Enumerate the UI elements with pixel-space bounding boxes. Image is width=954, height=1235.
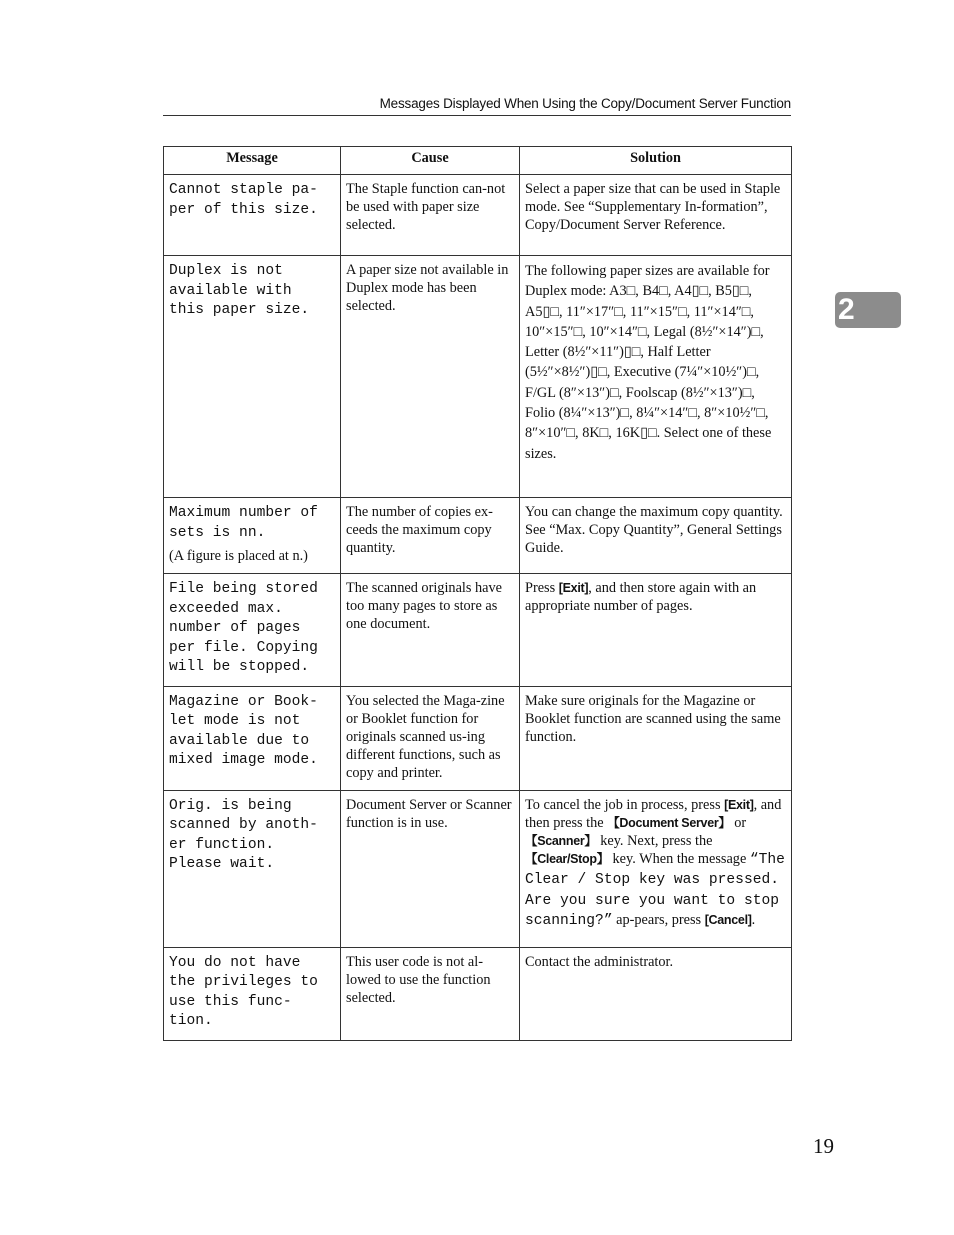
message-text: Orig. is being scanned by anoth- er function. Please wait.: [169, 797, 318, 872]
cause-cell: The number of copies ex-ceeds the maximum copy quantity.: [341, 498, 520, 574]
exit-key-label: [Exit]: [558, 581, 589, 595]
chapter-tab: 2: [835, 292, 901, 328]
column-header-cause: Cause: [341, 147, 520, 175]
solution-cell: Make sure originals for the Magazine or Booklet function are scanned using the same function.: [520, 686, 792, 790]
scanner-key-label: 【Scanner】: [525, 833, 597, 848]
cause-cell: A paper size not available in Duplex mode has been selected.: [341, 256, 520, 498]
solution-text: or: [734, 814, 747, 831]
solution-text: key. Next, press the: [600, 832, 713, 849]
solution-text: key. When the message: [612, 850, 747, 867]
table-row: [164, 574, 792, 687]
solution-cell: [520, 790, 792, 947]
cause-cell: You selected the Maga-zine or Booklet function for originals scanned us-ing different functions, such as copy and printer.: [341, 686, 520, 790]
message-text: Magazine or Book- let mode is not available due to mixed image mode.: [169, 693, 318, 768]
table-row: [164, 175, 792, 256]
message-text: You do not have the privileges to use this func- tion.: [169, 954, 318, 1029]
quoted-message: “The Clear / Stop key was pressed. Are you sure you want to stop scanning?”: [525, 851, 785, 929]
message-cell: [164, 175, 341, 256]
solution-cell: The following paper sizes are available for Duplex mode: A3□, B4□, A4▯□, B5▯□, A5▯□, 11″×17″□, 11″×15″□, 11″×14″□, 10″×15″□, 10″×14″□, Legal (8½″×14″)□, Letter (8½″×11″)▯□, Half Letter (5½″×8½″)▯□, Executive (7¼″×10½″)□, F/GL (8″×13″)□, Foolscap (8½″×13″)□, Folio (8¼″×13″)□, 8¼″×14″□, 8″×10½″□, 8″×10″□, 8K□, 16K▯□. Select one of these sizes.: [520, 256, 792, 498]
cause-cell: The Staple function can-not be used with paper size selected.: [341, 175, 520, 256]
column-header-message: Message: [164, 147, 341, 175]
solution-cell: [520, 574, 792, 687]
exit-key-label: [Exit]: [724, 797, 754, 812]
cancel-key-label: [Cancel]: [704, 913, 752, 927]
message-text: Maximum number of sets is nn.: [169, 505, 318, 541]
cause-cell: This user code is not al-lowed to use the function selected.: [341, 947, 520, 1040]
solution-text: , and then press the: [525, 796, 782, 831]
document-server-key-label: 【Document Server】: [607, 815, 731, 830]
running-header: Messages Displayed When Using the Copy/Document Server Function: [379, 96, 791, 111]
cause-cell: Document Server or Scanner function is in use.: [341, 790, 520, 947]
cause-cell: The scanned originals have too many pages to store as one document.: [341, 574, 520, 687]
table-row: [164, 256, 792, 498]
message-cell: [164, 498, 341, 574]
message-cell: [164, 256, 341, 498]
message-cell: [164, 574, 341, 687]
message-cell: [164, 947, 341, 1040]
solution-text: ap-pears, press: [616, 912, 702, 928]
message-note: (A figure is placed at n.): [169, 548, 308, 564]
page-number: 19: [813, 1134, 834, 1158]
solution-text: , and then store again with an appropriate number of pages.: [525, 580, 757, 614]
column-header-solution: Solution: [520, 147, 792, 175]
messages-table: [163, 146, 792, 1041]
solution-cell: Contact the administrator.: [520, 947, 792, 1040]
solution-text: Press: [525, 580, 556, 596]
table-row: [164, 947, 792, 1040]
solution-cell: Select a paper size that can be used in Staple mode. See “Supplementary In-formation”, Copy/Document Server Reference.: [520, 175, 792, 256]
table-row: [164, 790, 792, 947]
table-row: [164, 498, 792, 574]
message-text: Duplex is not available with this paper size.: [169, 263, 310, 318]
clear-stop-key-label: 【Clear/Stop】: [525, 851, 609, 866]
table-header-row: [164, 147, 792, 175]
solution-text: To cancel the job in process, press: [525, 796, 721, 813]
solution-text: .: [751, 912, 756, 928]
message-text: File being stored exceeded max. number of pages per file. Copying will be stopped.: [169, 581, 318, 675]
message-cell: [164, 790, 341, 947]
table-row: [164, 686, 792, 790]
solution-cell: You can change the maximum copy quantity. See “Max. Copy Quantity”, General Settings Guide.: [520, 498, 792, 574]
message-text: Cannot staple pa- per of this size.: [169, 182, 318, 218]
header-rule: [163, 115, 791, 116]
message-cell: [164, 686, 341, 790]
